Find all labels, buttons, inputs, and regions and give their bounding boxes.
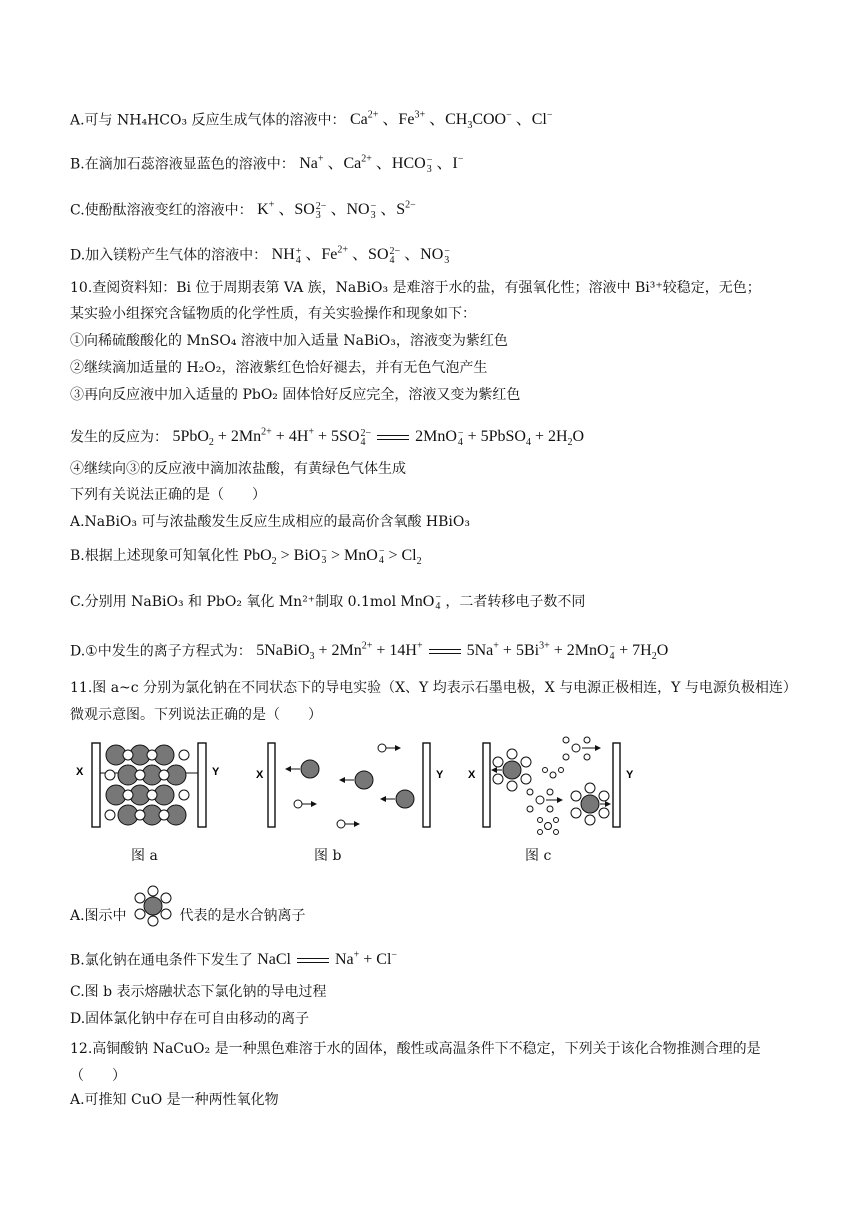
q11-option-c: C.图 b 表示熔融状态下氯化钠的导电过程 (70, 984, 327, 1000)
caption-figure-b: 图 b (314, 848, 342, 864)
q10-step-3: ③再向反应液中加入适量的 PbO₂ 固体恰好反应完全，溶液又变为紫红色 (70, 387, 521, 403)
q10-question: 下列有关说法正确的是（ ） (70, 487, 266, 503)
q10-option-d (70, 637, 668, 668)
q10-stem-2: 某实验小组探究含锰物质的化学性质，有关实验操作和现象如下： (70, 306, 476, 322)
q10-option-b-text: B.根据上述现象可知氧化性 (70, 548, 239, 564)
q10-option-c (70, 592, 585, 612)
q11-option-b-text: B.氯化钠在通电条件下发生了 (70, 952, 253, 969)
q10-option-c-suffix: ，二者转移电子数不同 (445, 594, 586, 610)
q10-option-b-formula: PbO$_2$ > BiO − 3 > MnO − 4 > $Cl_2$ (243, 546, 422, 568)
q9-option-a (70, 106, 553, 137)
q10-reaction-equation: $5PbO_2 + 2Mn^{2+} + 4H^+ + 5SO$ 2− 4 2MnO − 4 + 5PbSO$_4$ + $2H_2O$ (172, 427, 585, 449)
figure-b-molten-ions (256, 743, 444, 828)
figure-b-electrode-x: X (256, 769, 264, 781)
q10-stem-1: 10.查阅资料知：Bi 位于周期表第 VA 族，NaBiO₃ 是难溶于水的盐，有强氧化性；溶液中 Bi³⁺较稳定，无色； (70, 280, 761, 296)
q9-option-b-text: B.在滴加石蕊溶液显蓝色的溶液中： (70, 156, 295, 173)
q10-option-b (70, 546, 422, 572)
q11-option-b (70, 946, 397, 970)
q9-option-a-ions: $Ca^{2+}$ 、$Fe^{3+}$ 、$CH_3COO^-$ 、Cl− (350, 110, 553, 132)
q10-step-2: ②继续滴加适量的 H₂O₂，溶液紫红色恰好褪去，并有无色气泡产生 (70, 360, 488, 376)
q9-option-c-ions: K+ 、SO 2− 3 、NO − 3 、$S^{2-}$ (257, 200, 416, 221)
q10-option-d-equation: 5NaBiO$_3$ + $2Mn^{2+} + 14H^+$ $5Na^+ + 5Bi^{3+} + 2MnO$ − 4 + $7H_2O$ (256, 641, 669, 663)
q10-step-4: ④继续向③的反应液中滴加浓盐酸，有黄绿色气体生成 (70, 461, 406, 477)
caption-figure-c: 图 c (525, 848, 552, 864)
q11-option-d: D.固体氯化钠中存在可自由移动的离子 (70, 1011, 310, 1027)
q11-option-a (70, 906, 305, 928)
q10-option-c-formula: MnO − 4 (400, 592, 441, 613)
q11-figures (0, 730, 860, 840)
q9-option-c (70, 196, 416, 220)
q9-option-d-ions: NH + 4 、$Fe^{2+}$ 、SO 2− 4 、NO − 3 (271, 245, 450, 266)
q10-option-a: A.NaBiO₃ 可与浓盐酸发生反应生成相应的最高价含氧酸 HBiO₃ (70, 514, 470, 530)
q11-option-a-text: A.图示中 (70, 908, 127, 924)
q11-stem: 11.图 a~c 分别为氯化钠在不同状态下的导电实验（X、Y 均表示石墨电极，X 与电源正极相连，Y 与电源负极相连）微观示意图。下列说法正确的是（ ） (70, 680, 790, 723)
figure-c-hydrated-ions (468, 737, 634, 835)
q9-option-d (70, 241, 450, 265)
q9-option-b (70, 150, 463, 174)
q10-reaction-label: 发生的反应为： (70, 429, 168, 446)
q11-option-b-equation: NaCl Na+ + Cl− (257, 950, 398, 969)
figure-a-solid-lattice (76, 743, 220, 827)
q9-option-b-ions: Na+ 、$Ca^{2+}$ 、HCO − 3 、I− (299, 154, 464, 175)
q10-reaction (70, 423, 584, 454)
figure-a-electrode-x: X (76, 766, 84, 778)
q12-stem: 12.高铜酸钠 NaCuO₂ 是一种黑色难溶于水的固体，酸性或高温条件下不稳定，下列关于该化合物推测合理的是（ ） (70, 1041, 761, 1084)
q10-step-1: ①向稀硫酸酸化的 MnSO₄ 溶液中加入适量 NaBiO₃，溶液变为紫红色 (70, 333, 508, 349)
q12-option-a: A.可推知 CuO 是一种两性氧化物 (70, 1092, 279, 1108)
q10-option-c-text: C.分别用 NaBiO₃ 和 PbO₂ 氧化 Mn²⁺制取 0.1mol (70, 594, 397, 610)
caption-figure-a: 图 a (131, 848, 158, 864)
q9-option-a-text: A.可与 NH₄HCO₃ 反应生成气体的溶液中： (70, 112, 346, 129)
q11-option-a-suffix: 代表的是水合钠离子 (179, 908, 306, 924)
hydrated-ion-icon (131, 884, 175, 928)
figure-c-electrode-x: X (468, 769, 476, 781)
figure-c-electrode-y: Y (626, 769, 634, 781)
q9-option-d-text: D.加入镁粉产生气体的溶液中： (70, 247, 268, 264)
figure-b-electrode-y: Y (436, 769, 444, 781)
figure-a-electrode-y: Y (212, 766, 220, 778)
q9-option-c-text: C.使酚酞溶液变红的溶液中： (70, 202, 253, 219)
q10-option-d-text: D.①中发生的离子方程式为： (70, 643, 252, 660)
